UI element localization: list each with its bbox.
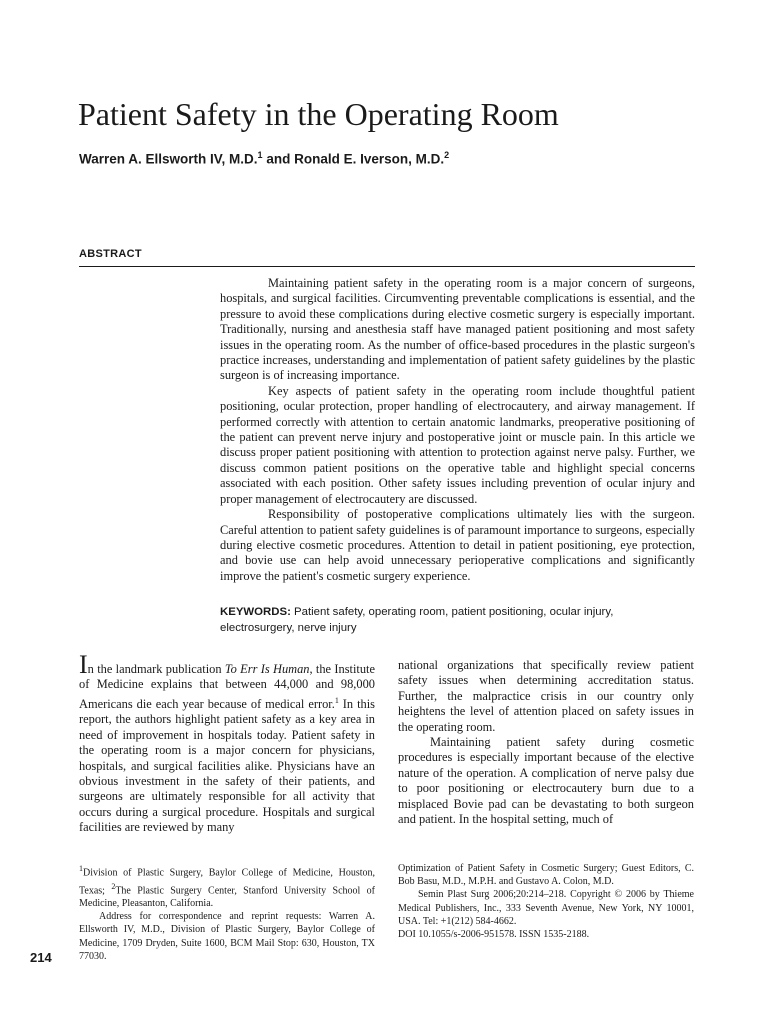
body-paragraph: national organizations that specifically review patient safety issues when determining accreditation status. Further, the malpractice crisis in our country only heightens the level of attention placed on safety issues in the operating room. — [398, 658, 694, 734]
doi-footnote: DOI 10.1055/s-2006-951578. ISSN 1535-2188. — [398, 929, 590, 941]
footnote-text: Division of Plastic Surgery, Baylor College of Medicine, Houston, Texas; — [79, 867, 375, 896]
body-column-left — [79, 650, 376, 836]
keywords — [220, 604, 690, 636]
citation-marker: 1 — [334, 695, 339, 705]
abstract-paragraph: Key aspects of patient safety in the operating room include thoughtful patient positioning, ocular protection, proper handling of electrocautery, and airway management. If performed correctly with attention to certain anatomic landmarks, preoperative positioning of the patient can prevent nerve injury and postoperative joint or muscle pain. In this article we discuss proper patient positioning with attention to protection against nerve palsy. Further, we discuss common patient positions on the operative table and highlight special concerns associated with each position. Other safety issues including prevention of ocular injury and proper management of electrocautery are discussed. — [220, 383, 695, 506]
abstract-body — [220, 276, 695, 584]
author-name: Warren A. Ellsworth IV, M.D. — [79, 151, 258, 167]
section-divider — [79, 266, 695, 267]
abstract-paragraph: Maintaining patient safety in the operating room is a major concern of surgeons, hospitals, and surgical facilities. Circumventing preventable complications is essential, and the pressure to avoid these complications during elective cosmetic surgery is especially important. Traditionally, nursing and anesthesia staff have managed patient positioning and most safety issues in the operating room. As the number of office-based procedures in the plastic surgeon's practice increases, understanding and implementation of patient safety guidelines by the plastic surgeon is of increasing importance. — [220, 276, 695, 383]
footnote-marker: 1 — [79, 864, 83, 873]
footnote-marker: 2 — [111, 881, 116, 891]
author-name: Ronald E. Iverson, M.D. — [294, 151, 445, 167]
footnotes-left — [79, 862, 375, 963]
footnote-text: The Plastic Surgery Center, Stanford University School of Medicine, Pleasanton, California. — [79, 884, 375, 910]
author-conjunction: and — [262, 151, 295, 167]
keywords-label: KEYWORDS: — [220, 606, 291, 618]
body-text: In this report, the authors highlight patient safety as a key area in need of improvement in hospitals today. Patient safety in the operating room is a major concern for physicians, hospitals, and surgical facilities alike. Physicians have an obvious investment in the safety of their patients, and surgeons are ultimately responsible for all activity that occurs during a surgical procedure. Hospitals and surgical facilities are reviewed by many — [79, 696, 376, 835]
abstract-heading: ABSTRACT — [79, 248, 142, 260]
article-title: Patient Safety in the Operating Room — [78, 96, 559, 132]
keywords-text: Patient safety, operating room, patient positioning, ocular injury, electrosurgery, nerve injury — [220, 606, 614, 634]
body-text: , the Institute of Medicine explains that between 44,000 and 98,000 Americans die each year because of medical error. — [79, 662, 375, 711]
body-column-right — [398, 658, 694, 827]
publication-title: To Err Is Human — [224, 662, 310, 676]
affiliation-marker: 2 — [444, 150, 450, 160]
correspondence-footnote: Address for correspondence and reprint requests: Warren A. Ellsworth IV, M.D., Division of Plastic Surgery, Baylor College of Medicine, 1709 Dryden, Suite 1600, BCM Mail Stop: 630, Houston, TX 77030. — [79, 911, 375, 962]
citation-footnote: Semin Plast Surg 2006;20:214–218. Copyright © 2006 by Thieme Medical Publishers, Inc., 333 Seventh Avenue, New York, NY 10001, USA. Tel: +1(212) 584-4662. — [398, 889, 694, 927]
affiliation-footnote — [79, 862, 375, 910]
drop-cap: I — [79, 650, 88, 679]
body-paragraph — [79, 650, 376, 836]
abstract-paragraph: Responsibility of postoperative complications ultimately lies with the surgeon. Careful attention to patient safety guidelines is of paramount importance to surgeons, especially during elective cosmetic procedures. Attention to detail in patient positioning, eye protection, and bovie use can help avoid unnecessary perioperative complications and significantly improve the patient's cosmetic surgery experience. — [220, 507, 695, 583]
footnotes-right — [398, 862, 694, 941]
affiliation-marker: 1 — [257, 150, 263, 160]
issue-footnote: Optimization of Patient Safety in Cosmetic Surgery; Guest Editors, C. Bob Basu, M.D., M.P.H. and Gustavo A. Colon, M.D. — [398, 863, 694, 888]
author-line — [79, 150, 449, 167]
body-paragraph: Maintaining patient safety during cosmetic procedures is especially important because of the elective nature of the operation. A complication of nerve palsy due to poor positioning or electrocautery burn due to a misplaced Bovie pad can be devastating to both surgeon and patient. In the hospital setting, much of — [398, 735, 694, 827]
body-text: n the landmark publication — [87, 662, 225, 676]
page-number: 214 — [30, 950, 52, 965]
